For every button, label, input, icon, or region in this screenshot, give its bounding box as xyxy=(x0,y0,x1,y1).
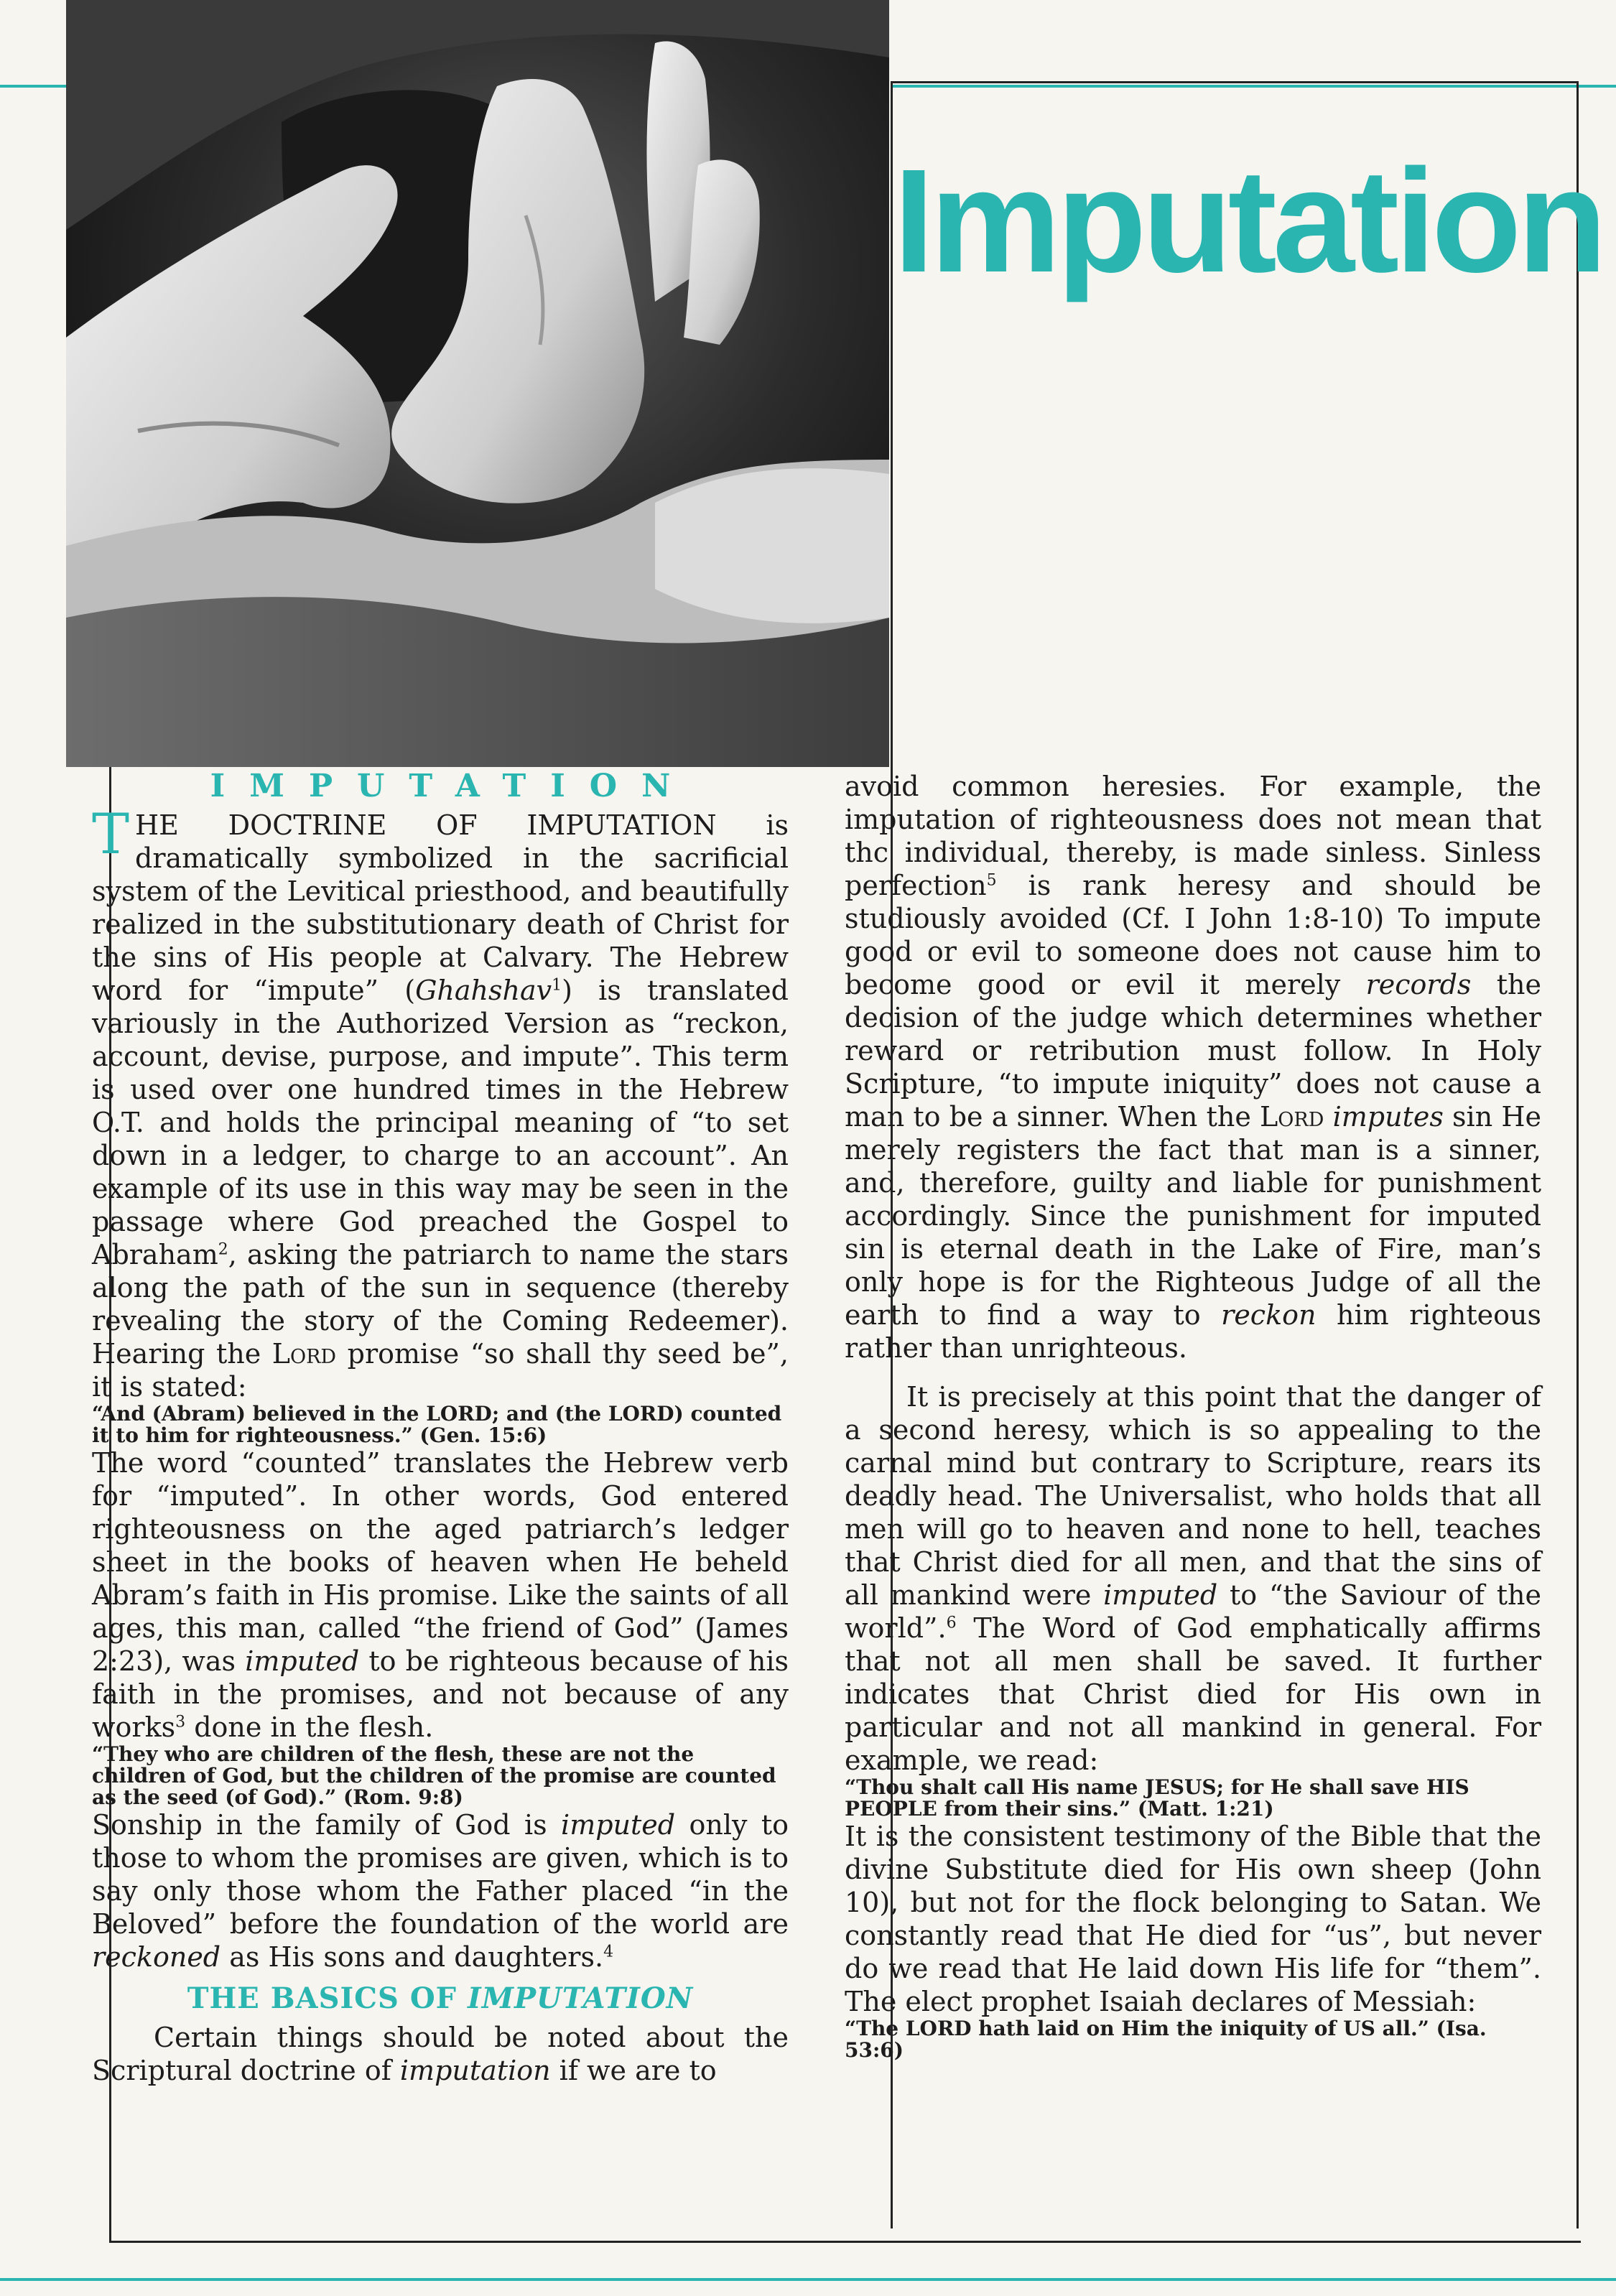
page-title: Imputation xyxy=(893,139,1603,303)
quote-isaiah: “The LORD hath laid on Him the iniquity of US all.” (Isa. 53:6) xyxy=(845,2017,1487,2062)
paragraph-counted: The word “counted” translates the Hebrew verb for “imputed”. In other words, God entered righteousness on the aged patriarch’s ledger sheet in the books of heaven when He beheld Abram’s faith in His promise. Like the saints of all ages, this man, called “the friend of God” (James 2:23), was imputed to be righteous because of his faith in the promises, and not because of any works$^3$ done in the flesh. xyxy=(92,1447,789,1743)
intro-lead: HE DOCTRINE OF IMPUTATION xyxy=(135,809,717,841)
paragraph-testimony: It is the consistent testimony of the Bible that the divine Substitute died for His own sheep (John 10), but not for the flock belonging to Satan. We constantly read that He died for “us”, but never do we read that He laid down His life for “them”. The elect prophet Isaiah declares of Messiah: xyxy=(845,1821,1541,2017)
top-left-rule xyxy=(0,85,66,88)
right-column xyxy=(845,770,1541,2061)
paragraph-basics: Certain things should be noted about the Scriptural doctrine of imputation if we are to xyxy=(92,2022,789,2086)
paragraph-heresies: avoid common heresies. For example, the imputation of righteousness does not mean that thc individual, thereby, is made sinless. Sinless perfection$^5$ is rank heresy and should be studiously avoided (Cf. I John 1:8-10) To impute good or evil to someone does not cause him to become good or evil it merely records the decision of the judge which determines whether reward or retribution must follow. In Holy Scripture, “to impute iniquity” does not cause a man to be a sinner. When the Lord imputes sin He merely registers the fact that man is a sinner, and, therefore, guilty and liable for punishment accordingly. Since the punishment for imputed sin is eternal death in the Lake of Fire, man’s only hope is for the Righteous Judge of all the earth to find a way to reckon him righteous rather than unrighteous. xyxy=(845,771,1541,1364)
hands-on-head-photo xyxy=(66,0,889,767)
left-column xyxy=(92,770,789,2087)
quote-romans: “They who are children of the flesh, these are not the children of God, but the children of the promise are counted as the seed (of God).” (Rom. 9:8) xyxy=(92,1742,776,1809)
intro-paragraph: THE DOCTRINE OF IMPUTATION is dramatically symbolized in the sacrificial system of the Levitical priesthood, and beautifully realized in the substitutionary death of Christ for the sins of His people at Calvary. The Hebrew word for “impute” (Ghahshav$^1$) is translated variously in the Authorized Version as “reckon, account, devise, purpose, and impute”. This term is used over one hundred times in the Hebrew O.T. and holds the principal meaning of “to set down in a ledger, to charge to an account”. An example of its use in this way may be seen in the passage where God preached the Gospel to Abraham$^2$, asking the patriarch to name the stars along the path of the sun in sequence (thereby revealing the story of the Coming Redeemer). Hearing the Lord promise “so shall thy seed be”, it is stated: xyxy=(92,802,789,1403)
quote-genesis: “And (Abram) believed in the LORD; and (the LORD) counted it to him for righteousness.” (Gen. 15:6) xyxy=(92,1402,782,1447)
drop-cap: T xyxy=(92,802,130,867)
paragraph-universalist: It is precisely at this point that the danger of a second heresy, which is so appealing to the carnal mind but contrary to Scripture, rears its deadly head. The Universalist, who holds that all men will go to heaven and none to hell, teaches that Christ died for all men, and that the sins of all mankind were imputed to “the Saviour of the world”.$^6$ The Word of God emphatically affirms that not all men shall be saved. It further indicates that Christ died for His own in particular and not all mankind in general. For example, we read: xyxy=(845,1381,1542,1776)
paragraph-sonship: Sonship in the family of God is imputed only to those to whom the promises are given, which is to say only those whom the Father placed “in the Beloved” before the foundation of the world are reckoned as His sons and daughters.$^4$ xyxy=(92,1809,789,1973)
bottom-rule xyxy=(0,2278,1616,2281)
hands-photo-icon xyxy=(66,0,889,767)
section-heading: IMPUTATION xyxy=(210,768,695,804)
basics-heading: THE BASICS OF IMPUTATION xyxy=(187,1981,694,2015)
quote-matthew: “Thou shalt call His name JESUS; for He shall save HIS PEOPLE from their sins.” (Matt. 1:21) xyxy=(845,1775,1469,1821)
frame-bottom-line xyxy=(109,2241,1581,2243)
